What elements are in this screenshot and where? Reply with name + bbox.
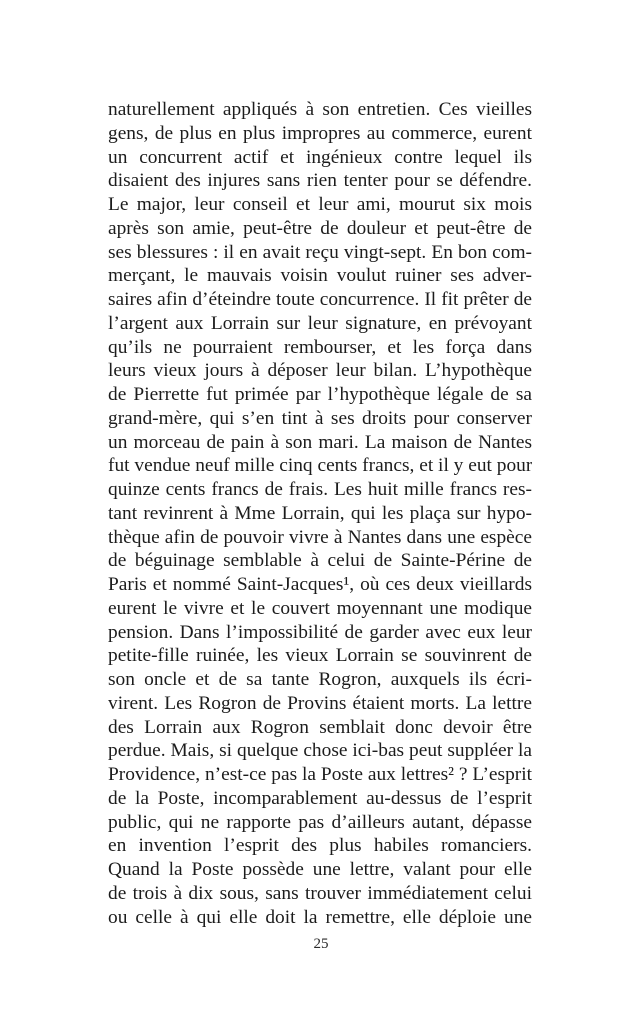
text-line: en invention l’esprit des plus habiles romanciers. [108, 835, 532, 857]
body-text [108, 98, 532, 929]
text-line: l’argent aux Lorrain sur leur signature, en prévoyant [108, 312, 532, 334]
text-line: de béguinage semblable à celui de Sainte-Périne de [108, 550, 532, 572]
text-line: ou celle à qui elle doit la remettre, elle déploie une [108, 906, 532, 928]
text-line: un concurrent actif et ingénieux contre lequel ils [108, 146, 532, 168]
text-line: merçant, le mauvais voisin voulut ruiner ses adver- [108, 265, 532, 287]
text-line: thèque afin de pouvoir vivre à Nantes dans une espèce [108, 526, 532, 548]
text-line: public, qui ne rapporte pas d’ailleurs autant, dépasse [108, 811, 532, 833]
text-line: qu’ils ne pourraient rembourser, et les força dans [108, 336, 532, 358]
text-line: un morceau de pain à son mari. La maison de Nantes [108, 431, 532, 453]
text-line: des Lorrain aux Rogron semblait donc devoir être [108, 716, 532, 738]
text-line: grand-mère, qui s’en tint à ses droits pour conserver [108, 407, 532, 429]
text-line: leurs vieux jours à déposer leur bilan. L’hypothèque [108, 360, 532, 382]
text-line: Quand la Poste possède une lettre, valant pour elle [108, 859, 532, 880]
text-line: de trois à dix sous, sans trouver immédiatement celui [108, 882, 532, 904]
text-line: pension. Dans l’impossibilité de garder avec eux leur [108, 621, 532, 643]
text-line: naturellement appliqués à son entretien. Ces vieilles [108, 99, 532, 120]
text-line: gens, de plus en plus impropres au commerce, eurent [108, 122, 532, 144]
text-line: de Pierrette fut primée par l’hypothèque légale de sa [108, 384, 532, 405]
text-line: virent. Les Rogron de Provins étaient morts. La lettre [108, 692, 532, 714]
text-line: perdue. Mais, si quelque chose ici-bas peut suppléer la [108, 740, 532, 762]
text-line: après son amie, peut-être de douleur et peut-être de [108, 217, 532, 239]
text-line: ses blessures : il en avait reçu vingt-sept. En bon com- [108, 241, 532, 263]
text-line: disaient des injures sans rien tenter pour se défendre. [108, 170, 532, 192]
text-line: son oncle et de sa tante Rogron, auxquels ils écri- [108, 669, 532, 690]
text-line: Le major, leur conseil et leur ami, mourut six mois [108, 194, 532, 215]
text-line: fut vendue neuf mille cinq cents francs, et il y eut pour [108, 455, 532, 477]
text-line: quinze cents francs de frais. Les huit mille francs res- [108, 479, 532, 500]
text-line: eurent le vivre et le couvert moyennant une modique [108, 597, 532, 619]
text-line: saires afin d’éteindre toute concurrence. Il fit prêter de [108, 289, 532, 310]
text-line: Paris et nommé Saint-Jacques¹, où ces deux vieillards [108, 574, 532, 595]
text-line: Providence, n’est-ce pas la Poste aux lettres² ? L’esprit [108, 764, 532, 785]
text-line: petite-fille ruinée, les vieux Lorrain se souvinrent de [108, 645, 532, 667]
page-number: 25 [313, 936, 329, 952]
text-line: de la Poste, incomparablement au-dessus de l’esprit [108, 787, 532, 809]
text-line: tant revinrent à Mme Lorrain, qui les plaça sur hypo- [108, 502, 532, 524]
